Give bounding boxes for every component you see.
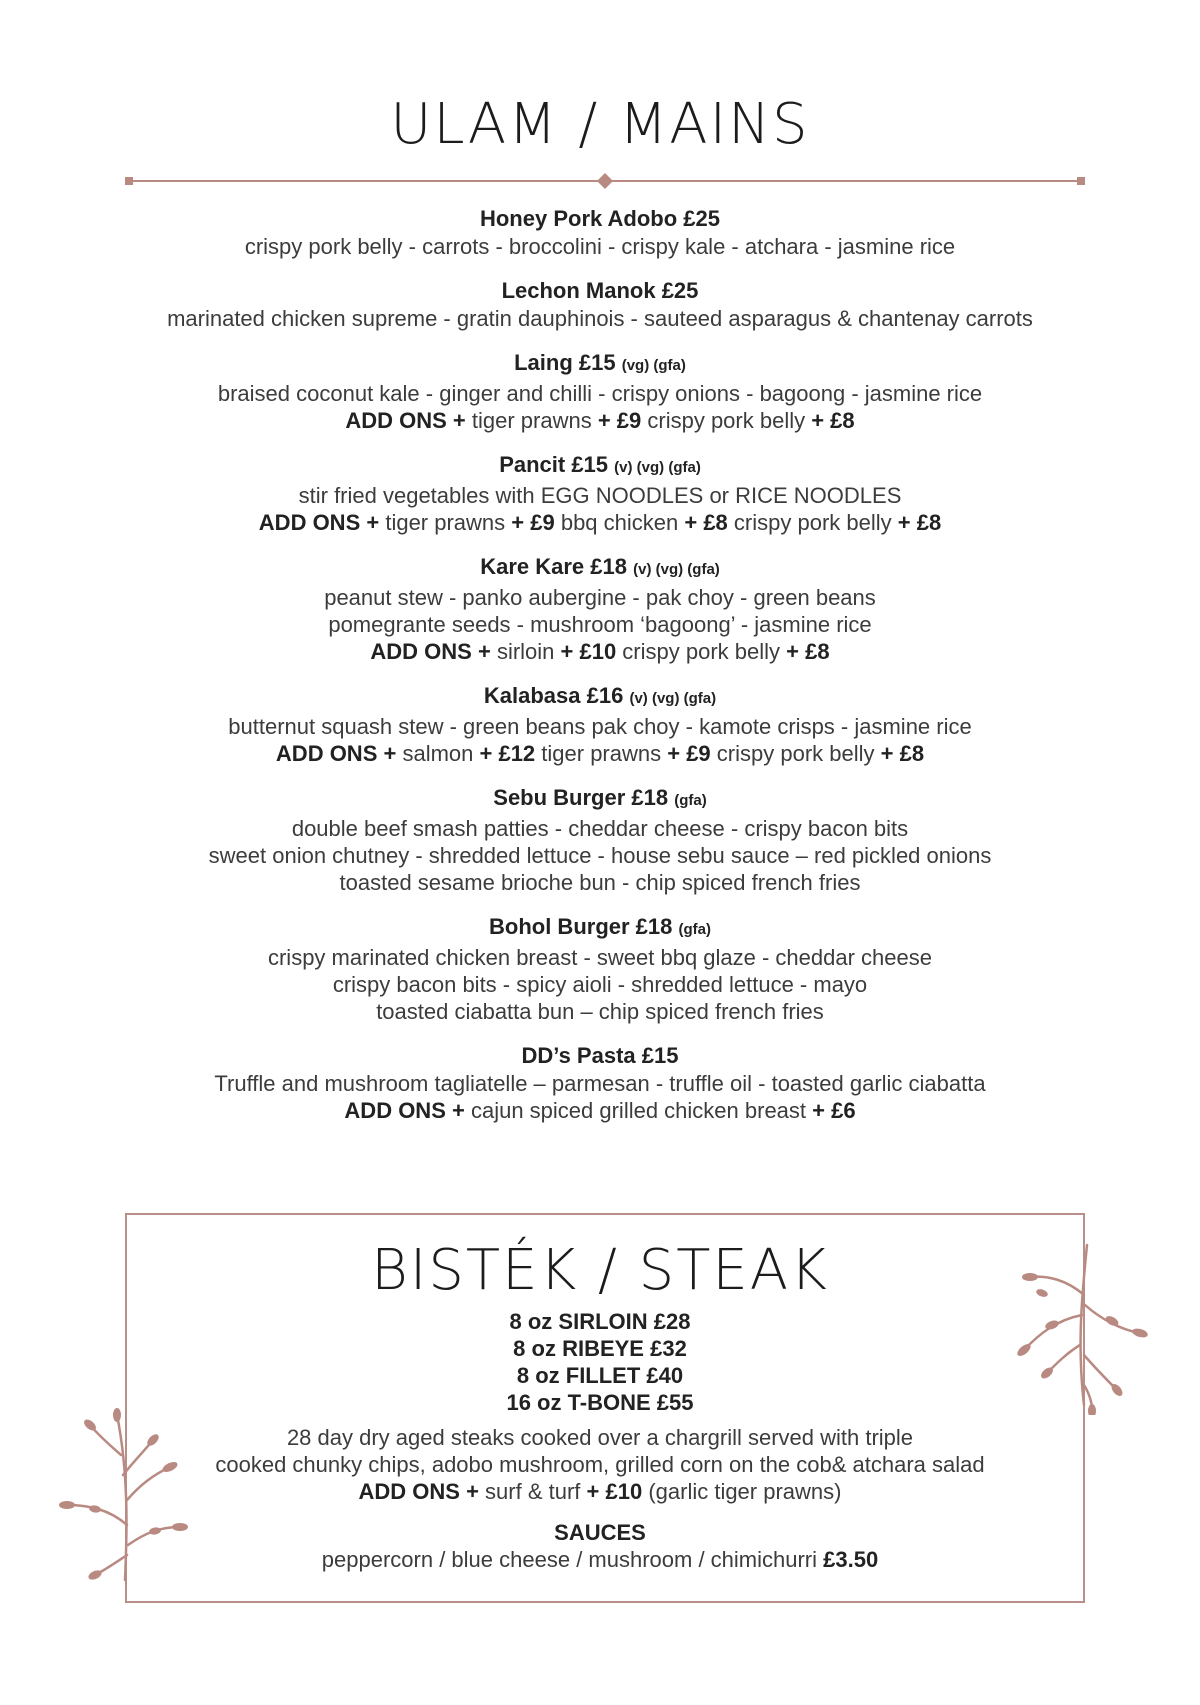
menu-item-description: toasted ciabatta bun – chip spiced french fries <box>376 999 824 1024</box>
addon-part: + £9 <box>511 510 555 535</box>
steak-cut: 8 oz FILLET £40 <box>516 1363 684 1388</box>
menu-item-name <box>0 784 1200 815</box>
menu-item-name <box>0 682 1200 713</box>
sauces-title: SAUCES <box>554 1520 646 1545</box>
addon-part: + £9 <box>597 408 642 433</box>
mains-list <box>0 205 1200 1141</box>
addon-part: sirloin <box>490 639 561 664</box>
addon-part: + £9 <box>667 741 711 766</box>
divider-ornament <box>125 171 1085 191</box>
menu-item-description: butternut squash stew - green beans pak choy - kamote crisps - jasmine rice <box>228 714 972 739</box>
menu-item-title: Honey Pork Adobo £25 <box>479 206 720 231</box>
dietary-tags: (vg) (gfa) <box>621 357 686 374</box>
menu-item-addons <box>0 638 1200 665</box>
menu-item-description: peanut stew - panko aubergine - pak choy - green beans <box>324 585 876 610</box>
menu-item-description: crispy bacon bits - spicy aioli - shredded lettuce - mayo <box>332 972 868 997</box>
menu-item-addons <box>0 509 1200 536</box>
addon-part: + £8 <box>684 510 728 535</box>
addon-part: ADD ONS + <box>345 408 466 433</box>
menu-item-name <box>0 913 1200 944</box>
addon-part: crispy pork belly <box>641 408 812 433</box>
dietary-tags: (gfa) <box>678 921 711 938</box>
menu-item-title: Bohol Burger £18 <box>489 914 673 939</box>
addon-part: + £8 <box>880 741 925 766</box>
addon-part: tiger prawns <box>535 741 668 766</box>
menu-item-name <box>0 451 1200 482</box>
addon-part: tiger prawns <box>379 510 512 535</box>
dietary-tags: (gfa) <box>674 792 707 809</box>
branch-sprig-icon <box>1012 1235 1152 1415</box>
addon-part: + £8 <box>897 510 942 535</box>
addon-part: ADD ONS + <box>358 1479 479 1504</box>
menu-item-description: stir fried vegetables with EGG NOODLES or RICE NOODLES <box>298 483 902 508</box>
mains-title: ULAM / MAINS <box>390 92 810 157</box>
menu-item-title: Lechon Manok £25 <box>501 278 699 303</box>
addon-part: + £10 <box>560 639 617 664</box>
steak-description-line: cooked chunky chips, adobo mushroom, grilled corn on the cob& atchara salad <box>215 1452 985 1477</box>
menu-item-description: braised coconut kale - ginger and chilli - crispy onions - bagoong - jasmine rice <box>217 381 983 406</box>
addon-part: surf & turf <box>478 1479 587 1504</box>
dietary-tags: (v) (vg) (gfa) <box>614 459 701 476</box>
addon-part: bbq chicken <box>554 510 685 535</box>
menu-item-name <box>0 349 1200 380</box>
addon-part: (garlic tiger prawns) <box>642 1479 842 1504</box>
menu-item <box>0 349 1200 434</box>
steak-cut: 16 oz T-BONE £55 <box>506 1390 694 1415</box>
menu-item-description: marinated chicken supreme - gratin dauphinois - sauteed asparagus & chantenay carrots <box>167 306 1033 331</box>
menu-item-description: double beef smash patties - cheddar cheese - crispy bacon bits <box>291 816 909 841</box>
addon-part: ADD ONS + <box>370 639 491 664</box>
menu-item-description: crispy marinated chicken breast - sweet bbq glaze - cheddar cheese <box>267 945 932 970</box>
menu-item <box>0 277 1200 332</box>
addon-part: + £8 <box>811 408 855 433</box>
menu-item-addons <box>0 1097 1200 1124</box>
menu-item-name <box>0 277 1200 305</box>
menu-item-title: Kare Kare £18 <box>480 554 627 579</box>
menu-item-description: Truffle and mushroom tagliatelle – parmesan - truffle oil - toasted garlic ciabatta <box>214 1071 986 1096</box>
addon-part: + £8 <box>786 639 830 664</box>
menu-item-title: Laing £15 <box>514 350 616 375</box>
addon-part: cajun spiced grilled chicken breast <box>464 1098 813 1123</box>
menu-item <box>0 451 1200 536</box>
addon-part: crispy pork belly <box>727 510 898 535</box>
addon-part: + £6 <box>812 1098 856 1123</box>
menu-item <box>0 682 1200 767</box>
menu-item-title: DD’s Pasta £15 <box>521 1043 679 1068</box>
menu-item <box>0 784 1200 896</box>
menu-item-name <box>0 1042 1200 1070</box>
addon-part: salmon <box>396 741 480 766</box>
addon-part: + £12 <box>479 741 536 766</box>
menu-item-description: sweet onion chutney - shredded lettuce - house sebu sauce – red pickled onions <box>208 843 992 868</box>
sauces-price: £3.50 <box>823 1547 879 1572</box>
addon-part: ADD ONS + <box>258 510 380 535</box>
menu-item <box>0 553 1200 665</box>
menu-item <box>0 913 1200 1025</box>
steak-cut: 8 oz RIBEYE £32 <box>513 1336 687 1361</box>
branch-sprig-icon <box>55 1405 195 1585</box>
steak-cut: 8 oz SIRLOIN £28 <box>509 1309 691 1334</box>
steak-title: BISTÉK / STEAK <box>371 1238 829 1303</box>
menu-item-title: Sebu Burger £18 <box>493 785 669 810</box>
menu-item-description: crispy pork belly - carrots - broccolini - crispy kale - atchara - jasmine rice <box>244 234 956 259</box>
menu-item-title: Pancit £15 <box>499 452 609 477</box>
menu-item-description: toasted sesame brioche bun - chip spiced french fries <box>339 870 861 895</box>
menu-item-name <box>0 553 1200 584</box>
menu-item-addons <box>0 407 1200 434</box>
dietary-tags: (v) (vg) (gfa) <box>629 690 717 707</box>
menu-item <box>0 1042 1200 1124</box>
addon-part: ADD ONS + <box>344 1098 465 1123</box>
addon-part: ADD ONS + <box>275 741 397 766</box>
addon-part: tiger prawns <box>465 408 598 433</box>
menu-item-title: Kalabasa £16 <box>483 683 624 708</box>
addon-part: crispy pork belly <box>616 639 787 664</box>
menu-item-description: pomegrante seeds - mushroom ‘bagoong’ - jasmine rice <box>328 612 872 637</box>
menu-item-name <box>0 205 1200 233</box>
addon-part: + £10 <box>586 1479 643 1504</box>
sauces-list: peppercorn / blue cheese / mushroom / chimichurri <box>321 1547 824 1572</box>
dietary-tags: (v) (vg) (gfa) <box>633 561 720 578</box>
addon-part: crispy pork belly <box>710 741 881 766</box>
menu-item-addons <box>0 740 1200 767</box>
menu-item <box>0 205 1200 260</box>
steak-description-line: 28 day dry aged steaks cooked over a chargrill served with triple <box>286 1425 914 1450</box>
